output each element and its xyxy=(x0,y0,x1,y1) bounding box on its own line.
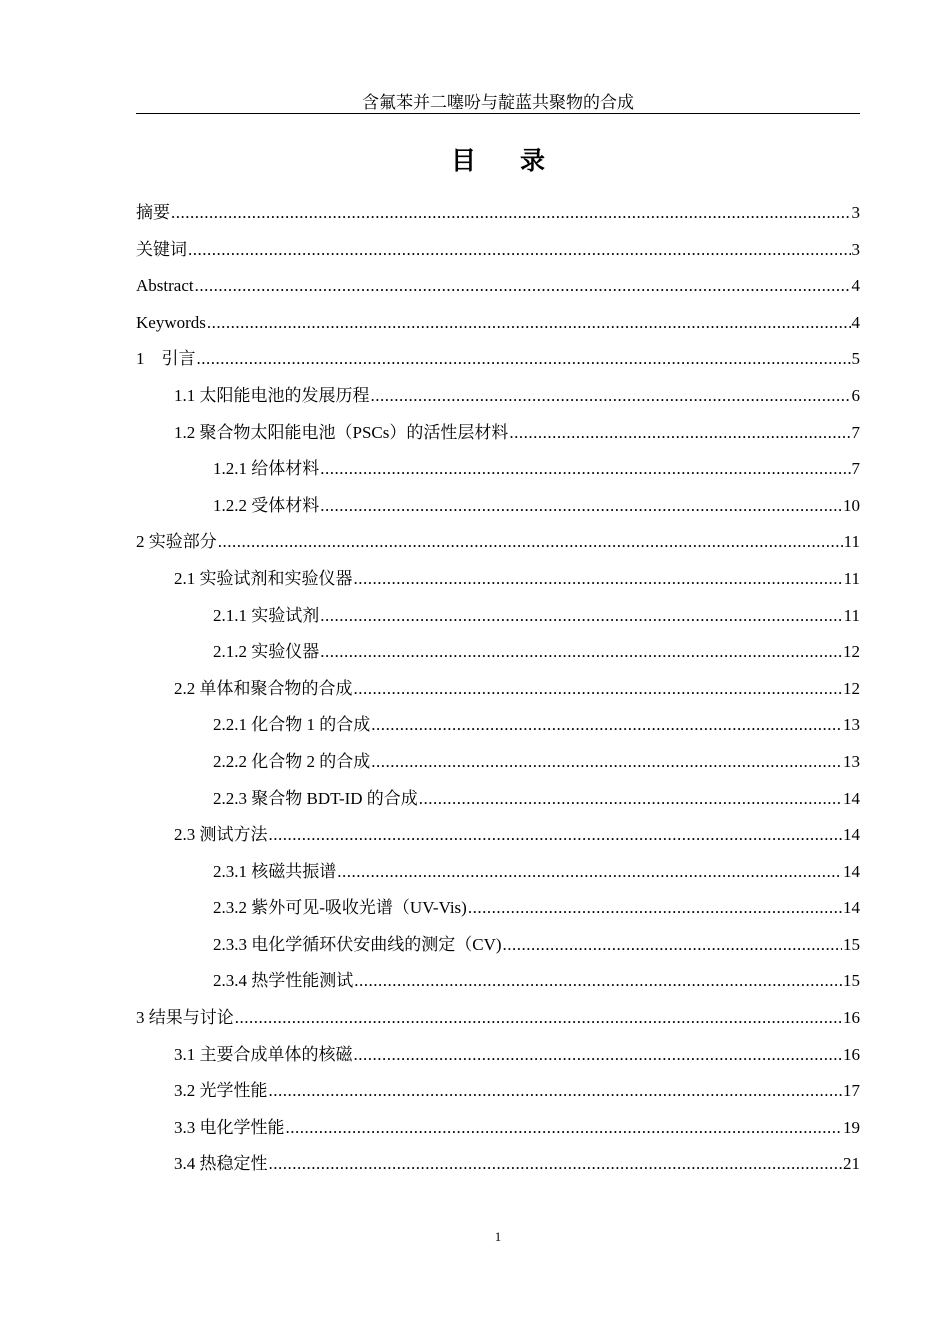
toc-entry-label: 3.4 热稳定性 xyxy=(174,1154,268,1174)
toc-entry-label: Abstract xyxy=(136,276,194,296)
toc-entry[interactable] xyxy=(136,854,860,891)
toc-entry-page: 16 xyxy=(843,1044,860,1064)
toc-entry-label: 1.2 聚合物太阳能电池（PSCs）的活性层材料 xyxy=(174,422,509,442)
toc-entry-page: 7 xyxy=(851,422,860,442)
toc-leader-dots xyxy=(171,195,851,232)
toc-entry[interactable] xyxy=(136,341,860,378)
toc-leader-dots xyxy=(218,524,843,561)
toc-leader-dots xyxy=(320,634,842,671)
toc-entry-label: 1.1 太阳能电池的发展历程 xyxy=(174,385,370,405)
toc-entry[interactable] xyxy=(136,305,860,342)
toc-leader-dots xyxy=(354,671,843,708)
toc-entry-page: 13 xyxy=(843,751,860,771)
toc-entry-page: 7 xyxy=(851,459,860,479)
toc-leader-dots xyxy=(419,781,842,818)
toc-leader-dots xyxy=(354,1037,843,1074)
toc-entry-label: 2.3.4 热学性能测试 xyxy=(213,971,354,991)
page-number: 1 xyxy=(494,1229,502,1244)
toc-entry[interactable] xyxy=(136,524,860,561)
toc-entry[interactable] xyxy=(136,195,860,232)
toc-entry[interactable] xyxy=(136,232,860,269)
toc-entry-label: 3.1 主要合成单体的核磁 xyxy=(174,1044,353,1064)
toc-entry-label: 2.1.2 实验仪器 xyxy=(213,642,320,662)
toc-leader-dots xyxy=(235,1000,842,1037)
toc-entry-page: 12 xyxy=(843,642,860,662)
toc-leader-dots xyxy=(320,488,842,525)
toc-entry-page: 10 xyxy=(843,495,860,515)
toc-entry-label: Keywords xyxy=(136,312,206,332)
toc-entry-label: 摘要 xyxy=(136,203,170,222)
toc-leader-dots xyxy=(337,854,842,891)
toc-leader-dots xyxy=(269,1073,843,1110)
toc-leader-dots xyxy=(320,598,842,635)
header-rule xyxy=(136,113,860,114)
toc-entry-page: 21 xyxy=(843,1154,860,1174)
toc-leader-dots xyxy=(207,305,851,342)
toc-entry-page: 13 xyxy=(843,715,860,735)
toc-entry[interactable] xyxy=(136,268,860,305)
toc-entry-label: 2.2.3 聚合物 BDT-ID 的合成 xyxy=(213,788,418,808)
toc-entry-page: 14 xyxy=(843,898,860,918)
toc-entry-label: 2.2.2 化合物 2 的合成 xyxy=(213,751,371,771)
toc-entry-label: 2.1.1 实验试剂 xyxy=(213,605,320,625)
toc-leader-dots xyxy=(320,451,850,488)
toc-entry-label: 2.3.2 紫外可见-吸收光谱（UV-Vis) xyxy=(213,898,467,918)
toc-entry-label: 2.2 单体和聚合物的合成 xyxy=(174,678,353,698)
toc-entry-page: 4 xyxy=(851,312,860,332)
toc-entry[interactable] xyxy=(136,598,860,635)
toc-entry-page: 4 xyxy=(851,276,860,296)
toc-entry-label: 2.3 测试方法 xyxy=(174,825,268,845)
toc-entry[interactable] xyxy=(136,561,860,598)
toc-entry[interactable] xyxy=(136,378,860,415)
toc-leader-dots xyxy=(269,817,843,854)
toc-entry-label: 关键词 xyxy=(136,239,187,259)
toc-entry-page: 14 xyxy=(843,788,860,808)
toc-entry-page: 14 xyxy=(843,825,860,845)
toc-entry[interactable] xyxy=(136,1073,860,1110)
toc-entry[interactable] xyxy=(136,781,860,818)
toc-entry-page: 6 xyxy=(851,385,860,405)
toc-entry-page: 5 xyxy=(851,349,860,369)
toc-entry-label: 2.1 实验试剂和实验仪器 xyxy=(174,568,353,588)
toc-entry-label: 1.2.2 受体材料 xyxy=(213,495,320,515)
toc-leader-dots xyxy=(354,561,843,598)
toc-entry-label: 1.2.1 给体材料 xyxy=(213,459,320,479)
toc-leader-dots xyxy=(269,1146,843,1183)
running-header: 含氟苯并二噻吩与靛蓝共聚物的合成 xyxy=(362,93,634,112)
toc-entry-page: 11 xyxy=(843,605,860,625)
toc-entry-page: 14 xyxy=(843,861,860,881)
toc-leader-dots xyxy=(509,415,850,452)
toc-entry-page: 15 xyxy=(843,934,860,954)
toc-leader-dots xyxy=(371,378,851,415)
toc-entry[interactable] xyxy=(136,890,860,927)
toc-entry-label: 1 引言 xyxy=(136,349,196,369)
table-of-contents xyxy=(136,195,860,1183)
toc-leader-dots xyxy=(354,963,842,1000)
toc-entry[interactable] xyxy=(136,1110,860,1147)
toc-leader-dots xyxy=(195,268,851,305)
toc-entry-label: 2.2.1 化合物 1 的合成 xyxy=(213,715,371,735)
toc-entry[interactable] xyxy=(136,671,860,708)
toc-entry[interactable] xyxy=(136,1000,860,1037)
toc-entry[interactable] xyxy=(136,963,860,1000)
toc-entry-page: 16 xyxy=(843,1008,860,1028)
toc-entry[interactable] xyxy=(136,1146,860,1183)
toc-leader-dots xyxy=(197,341,851,378)
toc-entry-label: 3.2 光学性能 xyxy=(174,1081,268,1101)
toc-entry-label: 2.3.1 核磁共振谱 xyxy=(213,861,337,881)
toc-entry[interactable] xyxy=(136,744,860,781)
toc-leader-dots xyxy=(503,927,842,964)
toc-leader-dots xyxy=(286,1110,843,1147)
toc-entry-page: 11 xyxy=(843,568,860,588)
toc-leader-dots xyxy=(188,232,851,269)
toc-entry-page: 12 xyxy=(843,678,860,698)
toc-entry-label: 3 结果与讨论 xyxy=(136,1008,234,1028)
toc-entry[interactable] xyxy=(136,817,860,854)
toc-entry-page: 15 xyxy=(843,971,860,991)
toc-entry[interactable] xyxy=(136,451,860,488)
toc-leader-dots xyxy=(371,744,842,781)
toc-leader-dots xyxy=(468,890,842,927)
toc-leader-dots xyxy=(371,707,842,744)
toc-entry[interactable] xyxy=(136,1037,860,1074)
toc-title: 目录 xyxy=(450,148,589,175)
toc-entry-page: 3 xyxy=(851,203,860,222)
toc-entry-label: 2.3.3 电化学循环伏安曲线的测定（CV) xyxy=(213,934,502,954)
toc-entry-label: 2 实验部分 xyxy=(136,532,217,552)
toc-entry-page: 17 xyxy=(843,1081,860,1101)
toc-entry[interactable] xyxy=(136,488,860,525)
toc-entry-label: 3.3 电化学性能 xyxy=(174,1117,285,1137)
toc-entry[interactable] xyxy=(136,415,860,452)
toc-entry[interactable] xyxy=(136,634,860,671)
toc-entry[interactable] xyxy=(136,707,860,744)
toc-entry[interactable] xyxy=(136,927,860,964)
toc-entry-page: 19 xyxy=(843,1117,860,1137)
toc-entry-page: 11 xyxy=(843,532,860,552)
toc-entry-page: 3 xyxy=(851,239,860,259)
